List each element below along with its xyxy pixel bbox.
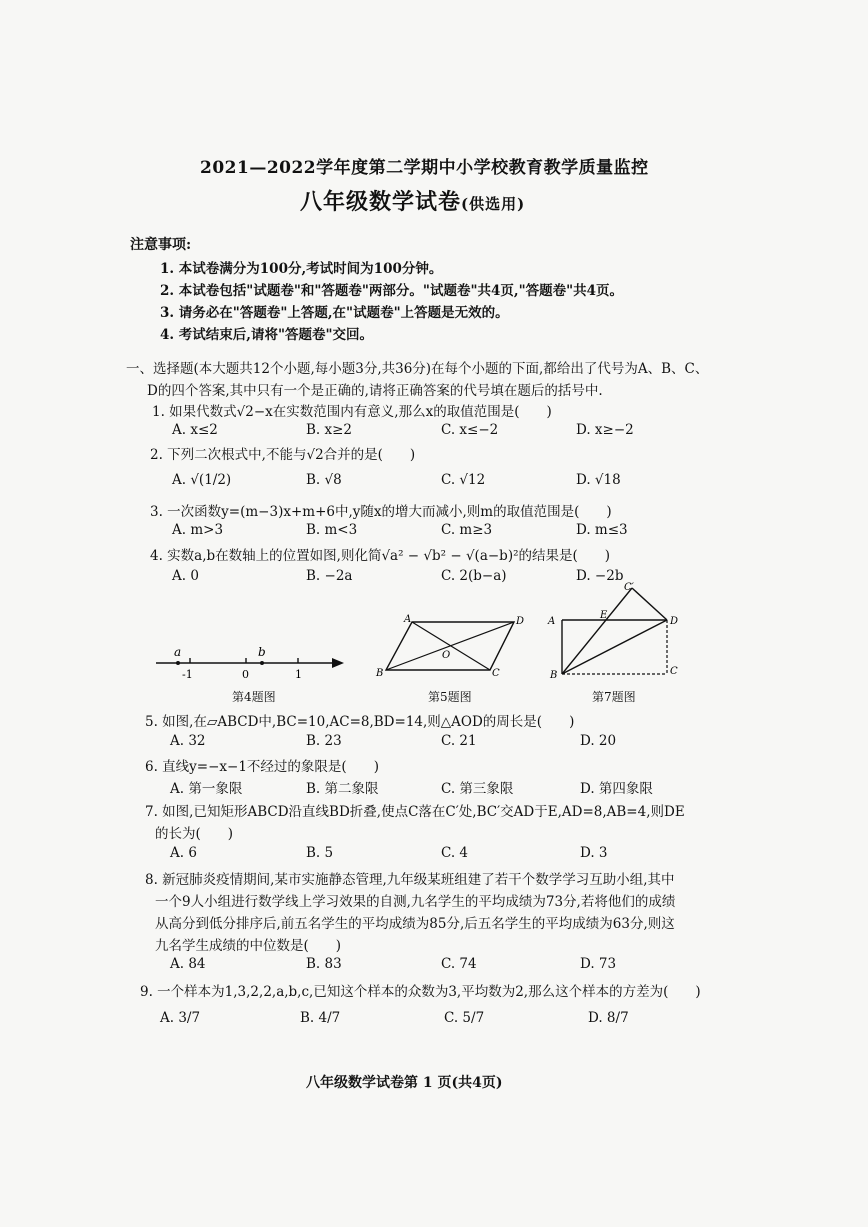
page-footer: 八年级数学试卷第 1 页(共4页) bbox=[306, 1075, 503, 1091]
question-8-line2: 一个9人小组进行数学线上学习效果的自测,九名学生的平均成绩为73分,若将他们的成绩 bbox=[155, 894, 676, 910]
question-2: 2. 下列二次根式中,不能与√2合并的是( ) bbox=[150, 447, 416, 463]
fig5-label-a: A bbox=[404, 614, 412, 625]
q9-option-c: C. 5/7 bbox=[444, 1010, 485, 1026]
question-8: 8. 新冠肺炎疫情期间,某市实施静态管理,九年级某班组建了若干个数学学习互助小组,其中 bbox=[145, 872, 675, 888]
fig7-label-b: B bbox=[550, 670, 558, 681]
figure-5-parallelogram bbox=[372, 612, 532, 682]
q4-option-d: D. −2b bbox=[576, 568, 624, 584]
section-intro: 一、选择题(本大题共12个小题,每小题3分,共36分)在每个小题的下面,都给出了代号为A、B、C、 bbox=[126, 361, 709, 377]
q2-option-b: B. √8 bbox=[306, 472, 342, 488]
fig4-label-1: 1 bbox=[295, 668, 302, 681]
figure-4-caption: 第4题图 bbox=[232, 690, 276, 704]
q1-option-d: D. x≥−2 bbox=[576, 422, 634, 438]
q5-option-d: D. 20 bbox=[580, 733, 617, 749]
question-9: 9. 一个样本为1,3,2,2,a,b,c,已知这个样本的众数为3,平均数为2,那么这个样本的方差为( ) bbox=[140, 984, 701, 1000]
question-4: 4. 实数a,b在数轴上的位置如图,则化简√a² − √b² − √(a−b)²的结果是( ) bbox=[150, 548, 611, 564]
q3-option-a: A. m>3 bbox=[172, 522, 224, 538]
q2-option-d: D. √18 bbox=[576, 472, 621, 488]
q6-option-b: B. 第二象限 bbox=[306, 781, 379, 797]
q7-option-b: B. 5 bbox=[306, 845, 334, 861]
subtitle-text: 八年级数学试卷 bbox=[300, 189, 462, 215]
fig4-label-b: b bbox=[258, 645, 266, 659]
q6-option-d: D. 第四象限 bbox=[580, 781, 653, 797]
q8-option-c: C. 74 bbox=[441, 956, 477, 972]
subtitle-note: (供选用) bbox=[461, 195, 526, 213]
q2-option-c: C. √12 bbox=[441, 472, 486, 488]
fig5-label-d: D bbox=[516, 616, 525, 627]
note-item: 2. 本试卷包括"试题卷"和"答题卷"两部分。"试题卷"共4页,"答题卷"共4页。 bbox=[160, 283, 624, 299]
q5-option-c: C. 21 bbox=[441, 733, 477, 749]
q5-option-a: A. 32 bbox=[170, 733, 206, 749]
fig4-label-neg1: -1 bbox=[182, 668, 193, 681]
question-7-line2: 的长为( ) bbox=[155, 826, 234, 842]
exam-subtitle bbox=[300, 185, 525, 216]
q3-option-c: C. m≥3 bbox=[441, 522, 493, 538]
fig7-label-c: C bbox=[670, 666, 678, 677]
fig7-label-c-prime: C′ bbox=[624, 582, 634, 593]
q8-option-a: A. 84 bbox=[170, 956, 206, 972]
fig7-label-e: E bbox=[600, 610, 608, 621]
note-item: 1. 本试卷满分为100分,考试时间为100分钟。 bbox=[160, 261, 443, 277]
section-intro-2: D的四个答案,其中只有一个是正确的,请将正确答案的代号填在题后的括号中. bbox=[147, 383, 603, 399]
q9-option-a: A. 3/7 bbox=[160, 1010, 201, 1026]
fig4-label-0: 0 bbox=[242, 668, 249, 681]
question-8-line3: 从高分到低分排序后,前五名学生的平均成绩为85分,后五名学生的平均成绩为63分,则这 bbox=[155, 916, 675, 932]
q6-option-c: C. 第三象限 bbox=[441, 781, 514, 797]
figure-4-number-line bbox=[150, 640, 350, 685]
fig5-label-o: O bbox=[442, 650, 451, 661]
notes-heading: 注意事项: bbox=[130, 237, 192, 253]
q4-option-c: C. 2(b−a) bbox=[441, 568, 507, 584]
question-8-line4: 九名学生成绩的中位数是( ) bbox=[155, 938, 342, 954]
exam-title: 2021—2022学年度第二学期中小学校教育教学质量监控 bbox=[200, 158, 649, 178]
q6-option-a: A. 第一象限 bbox=[170, 781, 243, 797]
q1-option-b: B. x≥2 bbox=[306, 422, 353, 438]
question-5: 5. 如图,在▱ABCD中,BC=10,AC=8,BD=14,则△AOD的周长是( ) bbox=[145, 714, 575, 730]
fig5-label-b: B bbox=[376, 668, 384, 679]
q3-option-d: D. m≤3 bbox=[576, 522, 628, 538]
question-3: 3. 一次函数y=(m−3)x+m+6中,y随x的增大而减小,则m的取值范围是( ) bbox=[150, 504, 612, 520]
figure-7-folded-rectangle bbox=[542, 578, 692, 682]
question-6: 6. 直线y=−x−1不经过的象限是( ) bbox=[145, 759, 379, 775]
fig4-label-a: a bbox=[174, 645, 182, 659]
q4-option-b: B. −2a bbox=[306, 568, 353, 584]
q3-option-b: B. m<3 bbox=[306, 522, 358, 538]
q5-option-b: B. 23 bbox=[306, 733, 342, 749]
q1-option-c: C. x≤−2 bbox=[441, 422, 499, 438]
q8-option-d: D. 73 bbox=[580, 956, 617, 972]
q9-option-b: B. 4/7 bbox=[300, 1010, 341, 1026]
q8-option-b: B. 83 bbox=[306, 956, 342, 972]
figure-5-caption: 第5题图 bbox=[428, 690, 472, 704]
q7-option-c: C. 4 bbox=[441, 845, 469, 861]
q7-option-a: A. 6 bbox=[170, 845, 197, 861]
fig5-label-c: C bbox=[492, 668, 500, 679]
question-1: 1. 如果代数式√2−x在实数范围内有意义,那么x的取值范围是( ) bbox=[152, 404, 552, 420]
fig7-label-d: D bbox=[670, 616, 679, 627]
fig7-label-a: A bbox=[548, 616, 556, 627]
q1-option-a: A. x≤2 bbox=[172, 422, 218, 438]
note-item: 4. 考试结束后,请将"答题卷"交回。 bbox=[160, 327, 374, 343]
q2-option-a: A. √(1/2) bbox=[172, 472, 232, 488]
q7-option-d: D. 3 bbox=[580, 845, 608, 861]
question-7: 7. 如图,已知矩形ABCD沿直线BD折叠,使点C落在C′处,BC′交AD于E,AD=8,AB=4,则DE bbox=[145, 804, 685, 820]
q4-option-a: A. 0 bbox=[172, 568, 199, 584]
figure-7-caption: 第7题图 bbox=[592, 690, 636, 704]
q9-option-d: D. 8/7 bbox=[588, 1010, 629, 1026]
note-item: 3. 请务必在"答题卷"上答题,在"试题卷"上答题是无效的。 bbox=[160, 305, 509, 321]
